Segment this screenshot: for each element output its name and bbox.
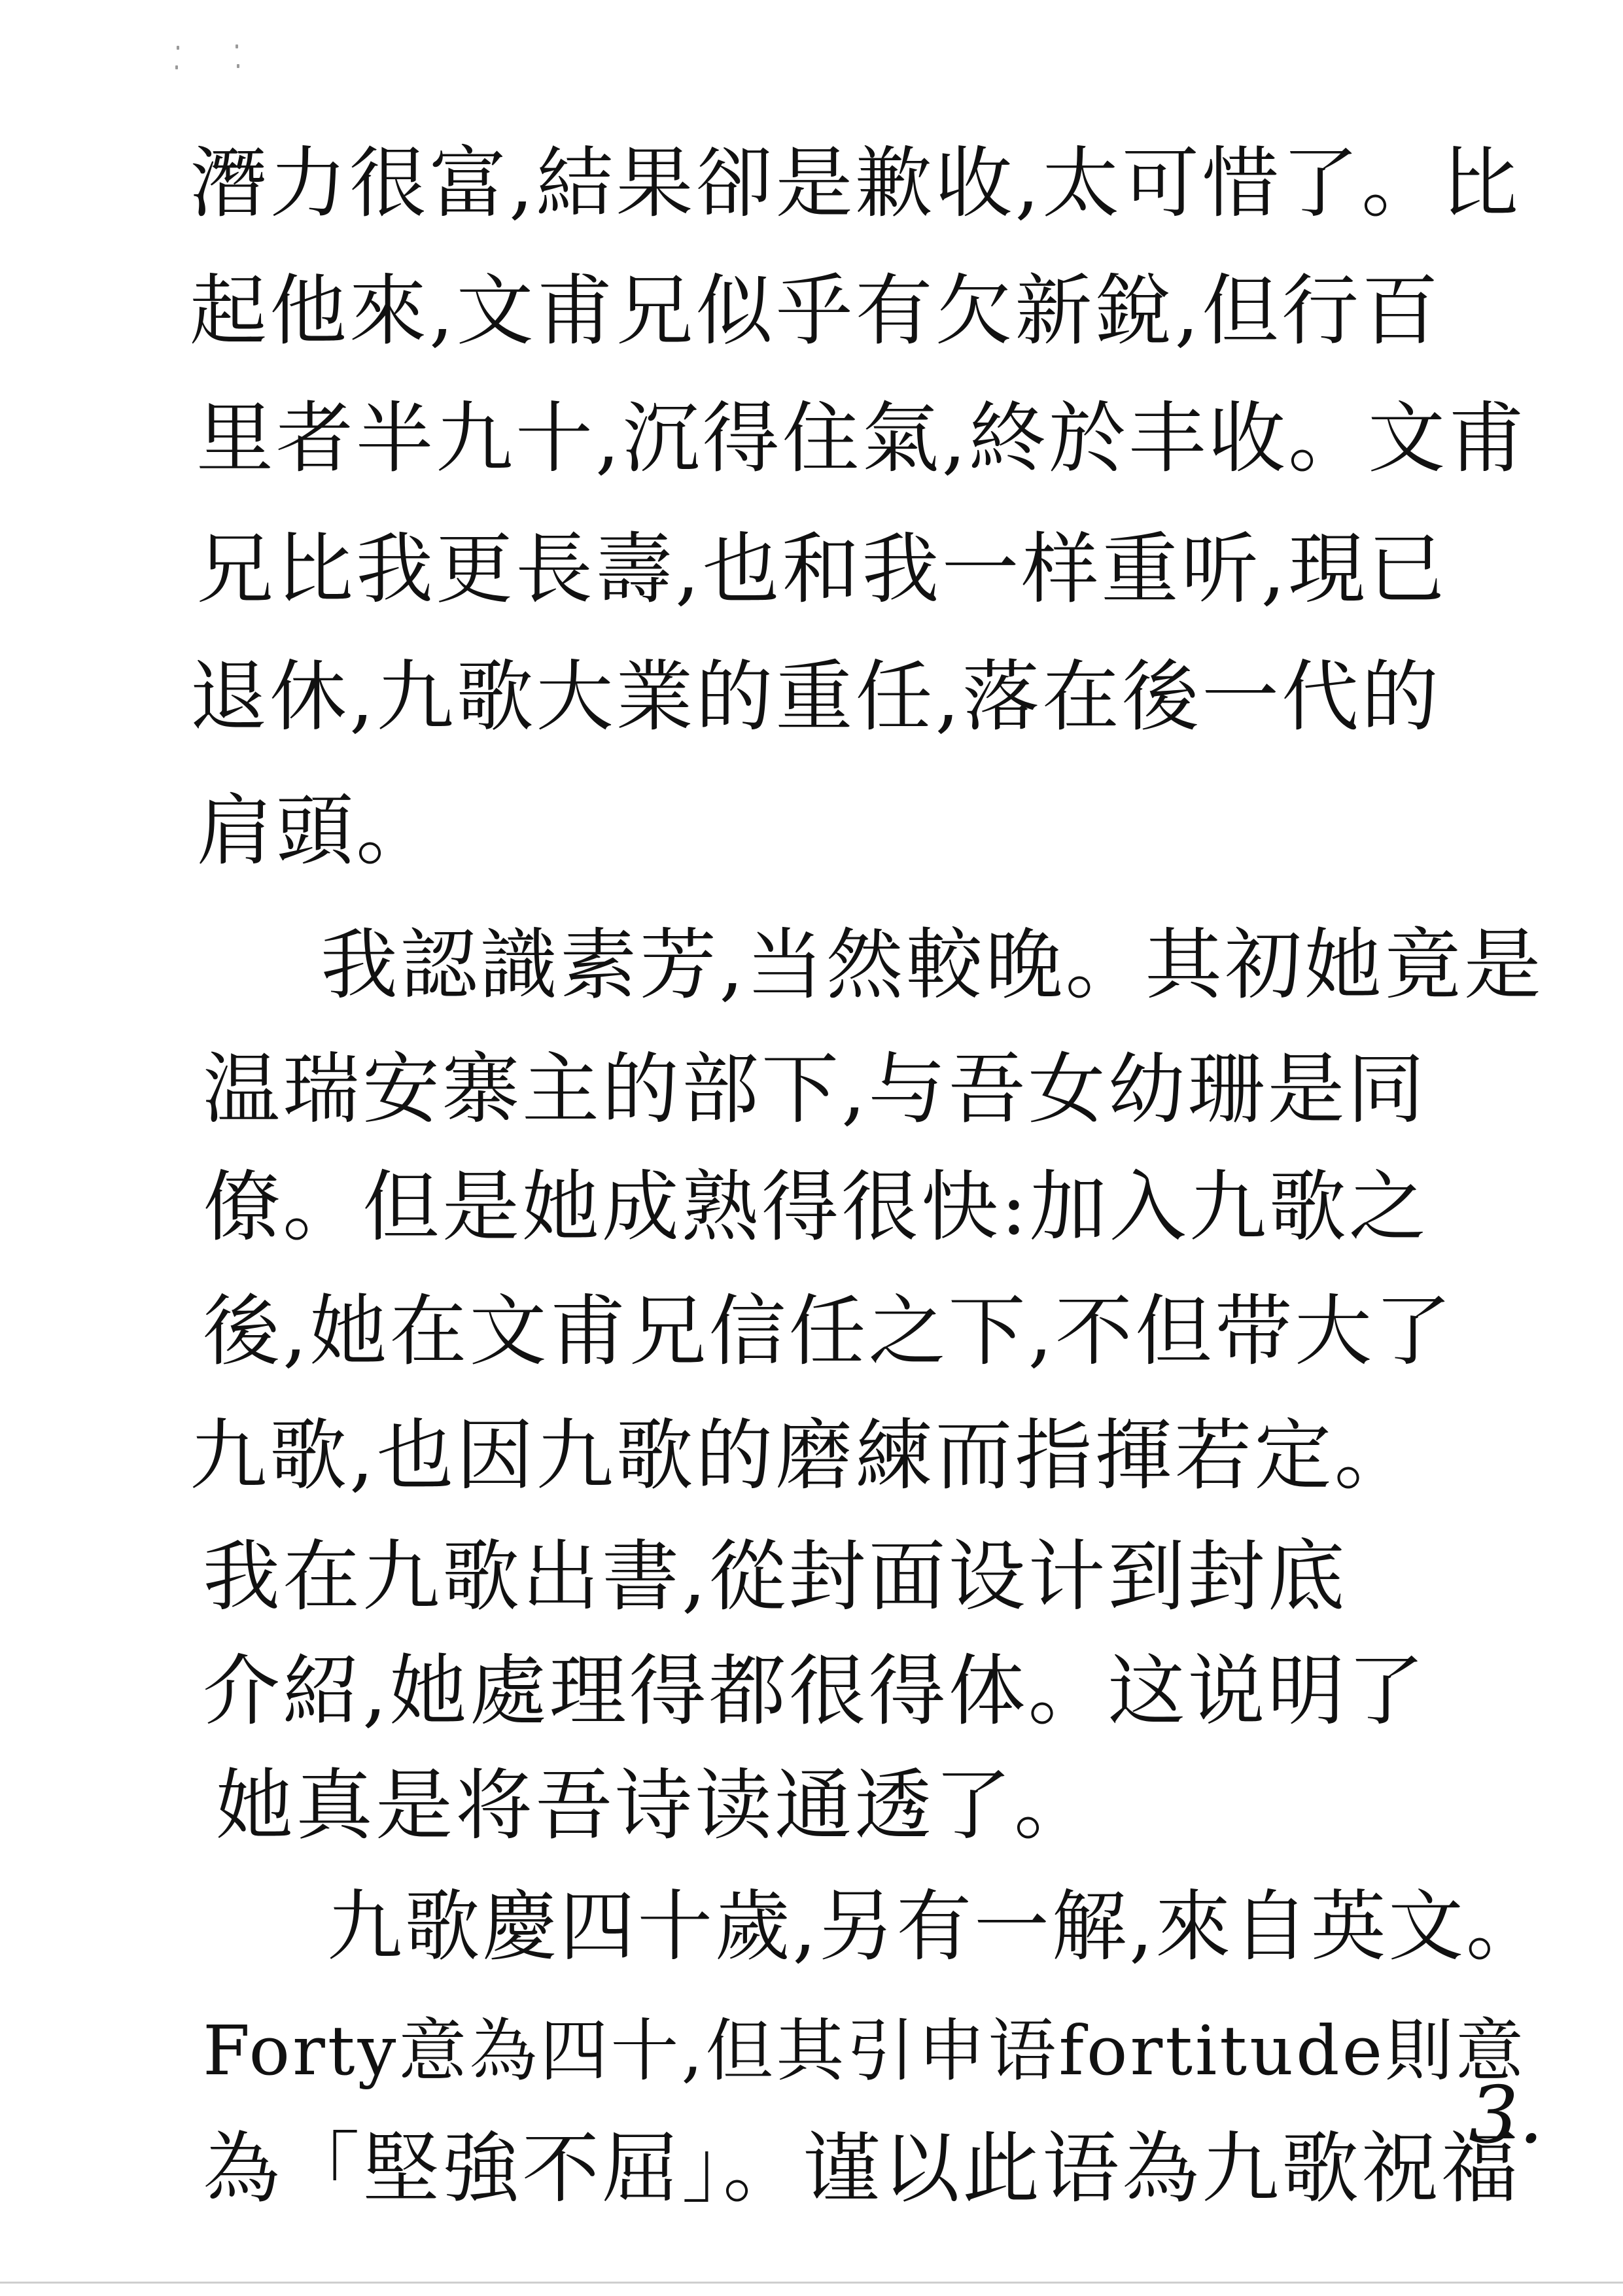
text-line: 我在九歌出書,從封面设计到封底 bbox=[203, 1531, 1348, 1622]
text-line: 她真是将吾诗读通透了。 bbox=[216, 1760, 1094, 1851]
text-line: Forty意為四十,但其引申语fortitude則意 bbox=[203, 2011, 1527, 2091]
text-line: 退休,九歌大業的重任,落在後一代的 bbox=[190, 652, 1442, 742]
text-line: 肩頭。 bbox=[196, 786, 436, 876]
text-line: 起他來,文甫兄似乎有欠新銳,但行百 bbox=[190, 266, 1442, 356]
text-line: 九歌,也因九歌的磨練而指揮若定。 bbox=[190, 1410, 1414, 1501]
text-line: 介紹,她處理得都很得体。这说明了 bbox=[203, 1646, 1427, 1736]
text-line: 我認識素芳,当然較晚。其初她竟是 bbox=[321, 920, 1544, 1010]
text-line: 潛力很富,結果卻是歉收,太可惜了。比 bbox=[190, 138, 1522, 228]
text-line: 里者半九十,沉得住氣,終於丰收。文甫 bbox=[196, 393, 1528, 483]
page-number: 3. bbox=[1469, 2070, 1544, 2161]
scan-speck bbox=[237, 64, 239, 68]
text-line: 僚。但是她成熟得很快:加入九歌之 bbox=[203, 1162, 1429, 1252]
scan-speck bbox=[236, 44, 238, 48]
text-line: 後,她在文甫兄信任之下,不但带大了 bbox=[203, 1286, 1455, 1376]
text-line: 九歌慶四十歲,另有一解,來自英文。 bbox=[327, 1881, 1544, 1972]
scan-speck bbox=[175, 65, 178, 69]
text-line: 為「堅強不屈」。谨以此语為九歌祝福 bbox=[203, 2123, 1522, 2214]
text-line: 温瑞安寨主的部下,与吾女幼珊是同 bbox=[203, 1044, 1427, 1134]
scan-speck bbox=[177, 46, 179, 50]
page-bottom-edge bbox=[0, 2282, 1623, 2284]
text-line: 兄比我更長壽,也和我一样重听,現已 bbox=[196, 524, 1448, 614]
